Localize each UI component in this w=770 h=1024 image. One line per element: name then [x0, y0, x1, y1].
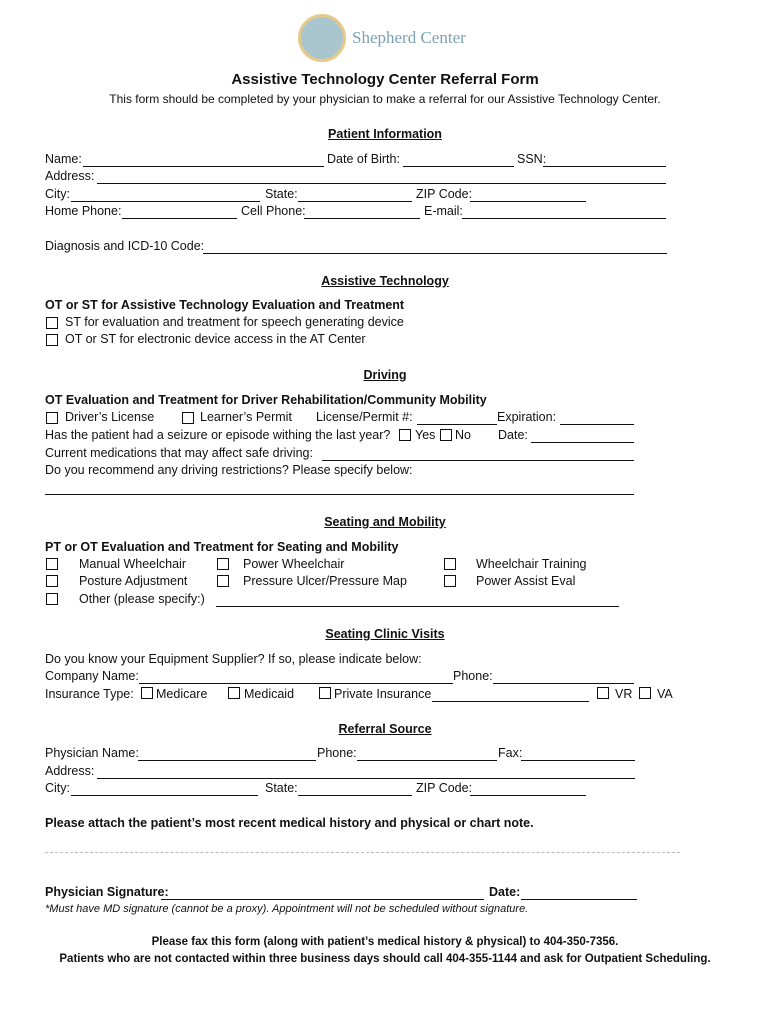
learners-permit-checkbox[interactable]	[182, 412, 194, 424]
assistive-subheader: OT or ST for Assistive Technology Evaluation and Treatment	[45, 298, 405, 312]
company-name-field[interactable]	[139, 683, 453, 684]
company-phone-label: Phone:	[453, 669, 493, 683]
physician-name-field[interactable]	[138, 760, 316, 761]
physician-phone-field[interactable]	[357, 760, 497, 761]
email-label: E-mail:	[424, 204, 463, 218]
private-insurance-field[interactable]	[432, 701, 589, 702]
expiration-field[interactable]	[560, 424, 634, 425]
restrictions-label: Do you recommend any driving restrictions? Please specify below:	[45, 463, 413, 477]
section-seating-header: Seating and Mobility	[324, 515, 446, 529]
physician-address-field[interactable]	[97, 778, 635, 779]
learners-permit-label: Learner’s Permit	[200, 410, 292, 424]
logo-text: Shepherd Center	[352, 28, 466, 47]
seizure-question: Has the patient had a seizure or episode withing the last year?	[45, 428, 391, 442]
seizure-no-checkbox[interactable]	[440, 429, 452, 441]
medications-field[interactable]	[322, 460, 634, 461]
insurance-type-label: Insurance Type:	[45, 687, 134, 701]
ot-st-device-checkbox[interactable]	[46, 334, 58, 346]
logo-emblem-icon	[298, 14, 346, 62]
form-subtitle: This form should be completed by your physician to make a referral for our Assistive Technology Center.	[109, 92, 661, 106]
license-number-label: License/Permit #:	[316, 410, 413, 424]
signature-note: *Must have MD signature (cannot be a proxy). Appointment will not be scheduled without signature.	[45, 903, 529, 915]
section-assistive-header: Assistive Technology	[321, 274, 449, 288]
state-field[interactable]	[298, 201, 412, 202]
dob-field[interactable]	[403, 166, 514, 167]
medicare-label: Medicare	[156, 687, 208, 701]
st-speech-label: ST for evaluation and treatment for speech generating device	[65, 315, 404, 329]
medications-label: Current medications that may affect safe driving:	[45, 446, 313, 460]
vr-checkbox[interactable]	[597, 687, 609, 699]
physician-state-label: State:	[265, 781, 298, 795]
seizure-date-label: Date:	[498, 428, 528, 442]
seizure-no-label: No	[455, 428, 471, 442]
vr-label: VR	[615, 687, 633, 701]
wheelchair-training-checkbox[interactable]	[444, 558, 456, 570]
section-driving-header: Driving	[363, 368, 407, 382]
company-name-label: Company Name:	[45, 669, 139, 683]
signature-field[interactable]	[161, 899, 484, 900]
physician-address-label: Address:	[45, 764, 95, 778]
physician-name-label: Physician Name:	[45, 746, 139, 760]
other-seating-checkbox[interactable]	[46, 593, 58, 605]
section-patient-header: Patient Information	[328, 127, 442, 141]
drivers-license-checkbox[interactable]	[46, 412, 58, 424]
medicaid-label: Medicaid	[244, 687, 295, 701]
va-label: VA	[657, 687, 673, 701]
physician-zip-label: ZIP Code:	[416, 781, 473, 795]
expiration-label: Expiration:	[497, 410, 557, 424]
ssn-field[interactable]	[543, 166, 666, 167]
signature-label: Physician Signature:	[45, 885, 169, 899]
pressure-ulcer-label: Pressure Ulcer/Pressure Map	[243, 574, 407, 588]
email-field[interactable]	[462, 218, 666, 219]
seizure-yes-checkbox[interactable]	[399, 429, 411, 441]
supplier-question: Do you know your Equipment Supplier? If so, please indicate below:	[45, 652, 422, 666]
power-wheelchair-checkbox[interactable]	[217, 558, 229, 570]
manual-wheelchair-label: Manual Wheelchair	[79, 557, 186, 571]
medicare-checkbox[interactable]	[141, 687, 153, 699]
zip-label: ZIP Code:	[416, 187, 473, 201]
state-label: State:	[265, 187, 298, 201]
physician-zip-field[interactable]	[470, 795, 586, 796]
divider	[45, 852, 680, 853]
physician-city-field[interactable]	[71, 795, 258, 796]
manual-wheelchair-checkbox[interactable]	[46, 558, 58, 570]
diagnosis-label: Diagnosis and ICD-10 Code:	[45, 239, 205, 253]
other-seating-label: Other (please specify:)	[79, 592, 205, 606]
name-label: Name:	[45, 152, 82, 166]
seizure-yes-label: Yes	[415, 428, 436, 442]
section-referral-header: Referral Source	[338, 722, 432, 736]
physician-phone-label: Phone:	[317, 746, 357, 760]
restrictions-field[interactable]	[45, 494, 634, 495]
signature-date-field[interactable]	[521, 899, 637, 900]
cell-phone-label: Cell Phone:	[241, 204, 306, 218]
cell-phone-field[interactable]	[304, 218, 420, 219]
license-number-field[interactable]	[417, 424, 497, 425]
home-phone-field[interactable]	[122, 218, 237, 219]
wheelchair-training-label: Wheelchair Training	[476, 557, 587, 571]
driving-subheader: OT Evaluation and Treatment for Driver Rehabilitation/Community Mobility	[45, 393, 487, 407]
home-phone-label: Home Phone:	[45, 204, 122, 218]
diagnosis-field[interactable]	[203, 253, 667, 254]
power-assist-checkbox[interactable]	[444, 575, 456, 587]
pressure-ulcer-checkbox[interactable]	[217, 575, 229, 587]
name-field[interactable]	[83, 166, 324, 167]
address-label: Address:	[45, 169, 95, 183]
company-phone-field[interactable]	[493, 683, 634, 684]
posture-adjustment-label: Posture Adjustment	[79, 574, 188, 588]
zip-field[interactable]	[470, 201, 586, 202]
signature-date-label: Date:	[489, 885, 521, 899]
physician-city-label: City:	[45, 781, 70, 795]
seating-subheader: PT or OT Evaluation and Treatment for Seating and Mobility	[45, 540, 399, 554]
ot-st-device-label: OT or ST for electronic device access in the AT Center	[65, 332, 366, 346]
physician-state-field[interactable]	[298, 795, 412, 796]
power-wheelchair-label: Power Wheelchair	[243, 557, 345, 571]
dob-label: Date of Birth:	[327, 152, 400, 166]
medicaid-checkbox[interactable]	[228, 687, 240, 699]
seizure-date-field[interactable]	[531, 442, 634, 443]
attach-note: Please attach the patient’s most recent medical history and physical or chart note.	[45, 816, 534, 830]
section-clinic-header: Seating Clinic Visits	[325, 627, 445, 641]
drivers-license-label: Driver’s License	[65, 410, 155, 424]
st-speech-checkbox[interactable]	[46, 317, 58, 329]
va-checkbox[interactable]	[639, 687, 651, 699]
fax-field[interactable]	[521, 760, 635, 761]
city-label: City:	[45, 187, 70, 201]
posture-adjustment-checkbox[interactable]	[46, 575, 58, 587]
footer-contact-note: Patients who are not contacted within three business days should call 404-355-1144 and ask for Outpatient Scheduling.	[59, 953, 711, 965]
private-insurance-label: Private Insurance	[334, 687, 432, 701]
ssn-label: SSN:	[517, 152, 547, 166]
private-insurance-checkbox[interactable]	[319, 687, 331, 699]
power-assist-label: Power Assist Eval	[476, 574, 576, 588]
other-seating-field[interactable]	[216, 606, 619, 607]
form-title: Assistive Technology Center Referral Form	[231, 71, 539, 88]
address-field[interactable]	[97, 183, 666, 184]
fax-label: Fax:	[498, 746, 523, 760]
city-field[interactable]	[71, 201, 260, 202]
footer-fax-note: Please fax this form (along with patient’s medical history & physical) to 404-350-7356.	[151, 936, 619, 948]
